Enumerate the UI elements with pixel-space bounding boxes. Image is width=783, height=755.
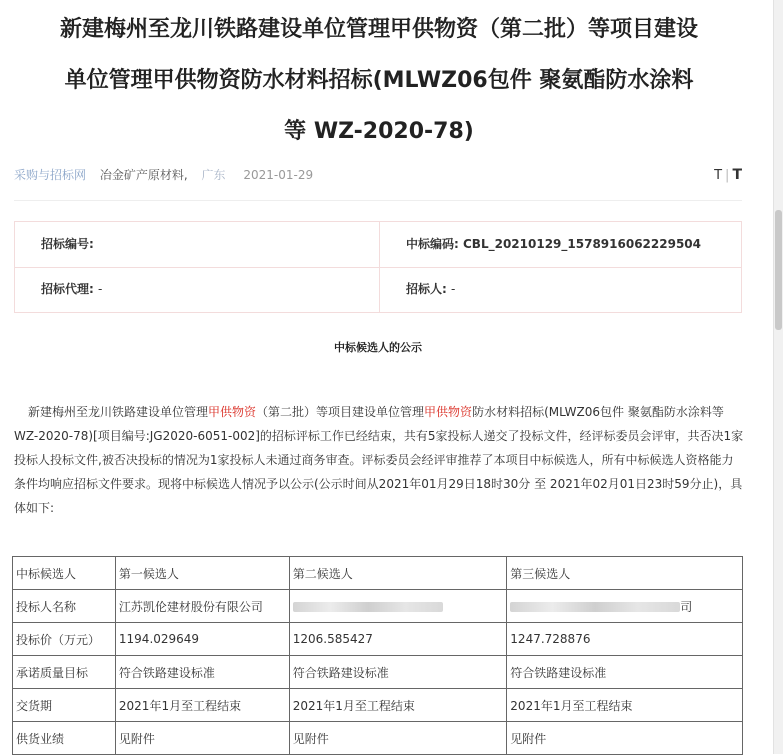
table-cell: 第二候选人 — [289, 557, 507, 590]
paragraph-text: （第二批）等项目建设单位管理 — [256, 405, 425, 419]
candidate-table — [12, 556, 743, 755]
bid-number-label: 招标编号: — [41, 237, 94, 251]
paragraph-text: 防水材料招标(MLWZ06包件 聚氨酯防水涂料等WZ-2020-78)[项目编号:JG2020-6051-002]的招标评标工作已经结束，共有5家投标人递交了投标文件，经评标委员会评审，共否决1家投标人投标文件,被否决投标的情况为1家投标人未通过商务审查。评标委员会经评审推荐了本项目中标候选人，所有中标候选人资格能力条件均响应招标文件要求。现将中标候选人情况予以公示(公示时间从2021年01月29日18时30分 至 2021年02月01日23时59分止)，具体如下: — [14, 405, 744, 515]
category-link[interactable]: 冶金矿产原材料, — [99, 168, 188, 182]
table-cell — [507, 590, 743, 623]
row-label: 投标价（万元） — [13, 623, 116, 656]
table-cell: 符合铁路建设标准 — [115, 656, 289, 689]
publish-date: 2021-01-29 — [243, 168, 314, 182]
section-title: 中标候选人的公示 — [334, 341, 422, 354]
table-row — [13, 623, 743, 656]
paragraph-text: 新建梅州至龙川铁路建设单位管理 — [28, 405, 209, 419]
title-line-1: 新建梅州至龙川铁路建设单位管理甲供物资（第二批）等项目建设 — [59, 17, 698, 42]
table-cell: 2021年1月至工程结束 — [507, 689, 743, 722]
redacted-name — [293, 602, 443, 612]
win-code-value: CBL_20210129_1578916062229504 — [463, 237, 701, 251]
title-line-3: 等 WZ-2020-78) — [284, 119, 474, 144]
scrollbar-thumb[interactable] — [775, 210, 782, 330]
table-cell: 符合铁路建设标准 — [507, 656, 743, 689]
company-suffix: 司 — [680, 599, 693, 614]
info-row — [15, 222, 741, 268]
table-row — [13, 656, 743, 689]
row-label: 中标候选人 — [13, 557, 116, 590]
font-size-divider: | — [725, 168, 730, 183]
tenderer — [406, 267, 455, 312]
bid-info-box — [14, 221, 742, 313]
region-link[interactable]: 广东 — [201, 168, 226, 182]
table-row — [13, 722, 743, 755]
highlight-keyword: 甲供物资 — [424, 405, 473, 419]
table-cell: 见附件 — [507, 722, 743, 755]
font-size-switch — [714, 163, 742, 188]
table-cell: 1194.029649 — [115, 623, 289, 656]
tenderer-value: - — [451, 282, 456, 296]
row-label: 交货期 — [13, 689, 116, 722]
bid-agent — [41, 267, 102, 312]
table-cell: 第一候选人 — [115, 557, 289, 590]
source-link[interactable]: 采购与招标网 — [14, 168, 87, 182]
row-label: 承诺质量目标 — [13, 656, 116, 689]
win-code-label: 中标编码: — [406, 237, 459, 251]
table-cell: 1206.585427 — [289, 623, 507, 656]
table-cell: 1247.728876 — [507, 623, 743, 656]
table-row — [13, 590, 743, 623]
row-label: 投标人名称 — [13, 590, 116, 623]
table-row — [13, 557, 743, 590]
bid-agent-value: - — [98, 282, 103, 296]
bid-agent-label: 招标代理: — [41, 282, 94, 296]
table-cell: 见附件 — [289, 722, 507, 755]
table-cell — [289, 590, 507, 623]
bid-number — [41, 222, 94, 267]
vertical-scrollbar[interactable] — [773, 0, 783, 754]
table-row — [13, 689, 743, 722]
tenderer-label: 招标人: — [406, 282, 447, 296]
table-cell: 第三候选人 — [507, 557, 743, 590]
table-cell: 符合铁路建设标准 — [289, 656, 507, 689]
page-title — [14, 4, 744, 157]
title-line-2: 单位管理甲供物资防水材料招标(MLWZ06包件 聚氨酯防水涂料 — [64, 68, 694, 93]
table-cell: 2021年1月至工程结束 — [115, 689, 289, 722]
announcement-paragraph — [14, 400, 744, 520]
table-cell: 见附件 — [115, 722, 289, 755]
highlight-keyword: 甲供物资 — [208, 405, 257, 419]
row-label: 供货业绩 — [13, 722, 116, 755]
font-big-button[interactable]: T — [732, 167, 742, 183]
table-cell: 2021年1月至工程结束 — [289, 689, 507, 722]
font-small-button[interactable]: T — [714, 168, 723, 183]
article-meta — [14, 163, 742, 187]
meta-divider — [14, 200, 742, 201]
table-cell: 江苏凯伦建材股份有限公司 — [115, 590, 289, 623]
info-row — [15, 267, 741, 312]
redacted-name — [510, 602, 680, 612]
win-code — [406, 222, 701, 267]
